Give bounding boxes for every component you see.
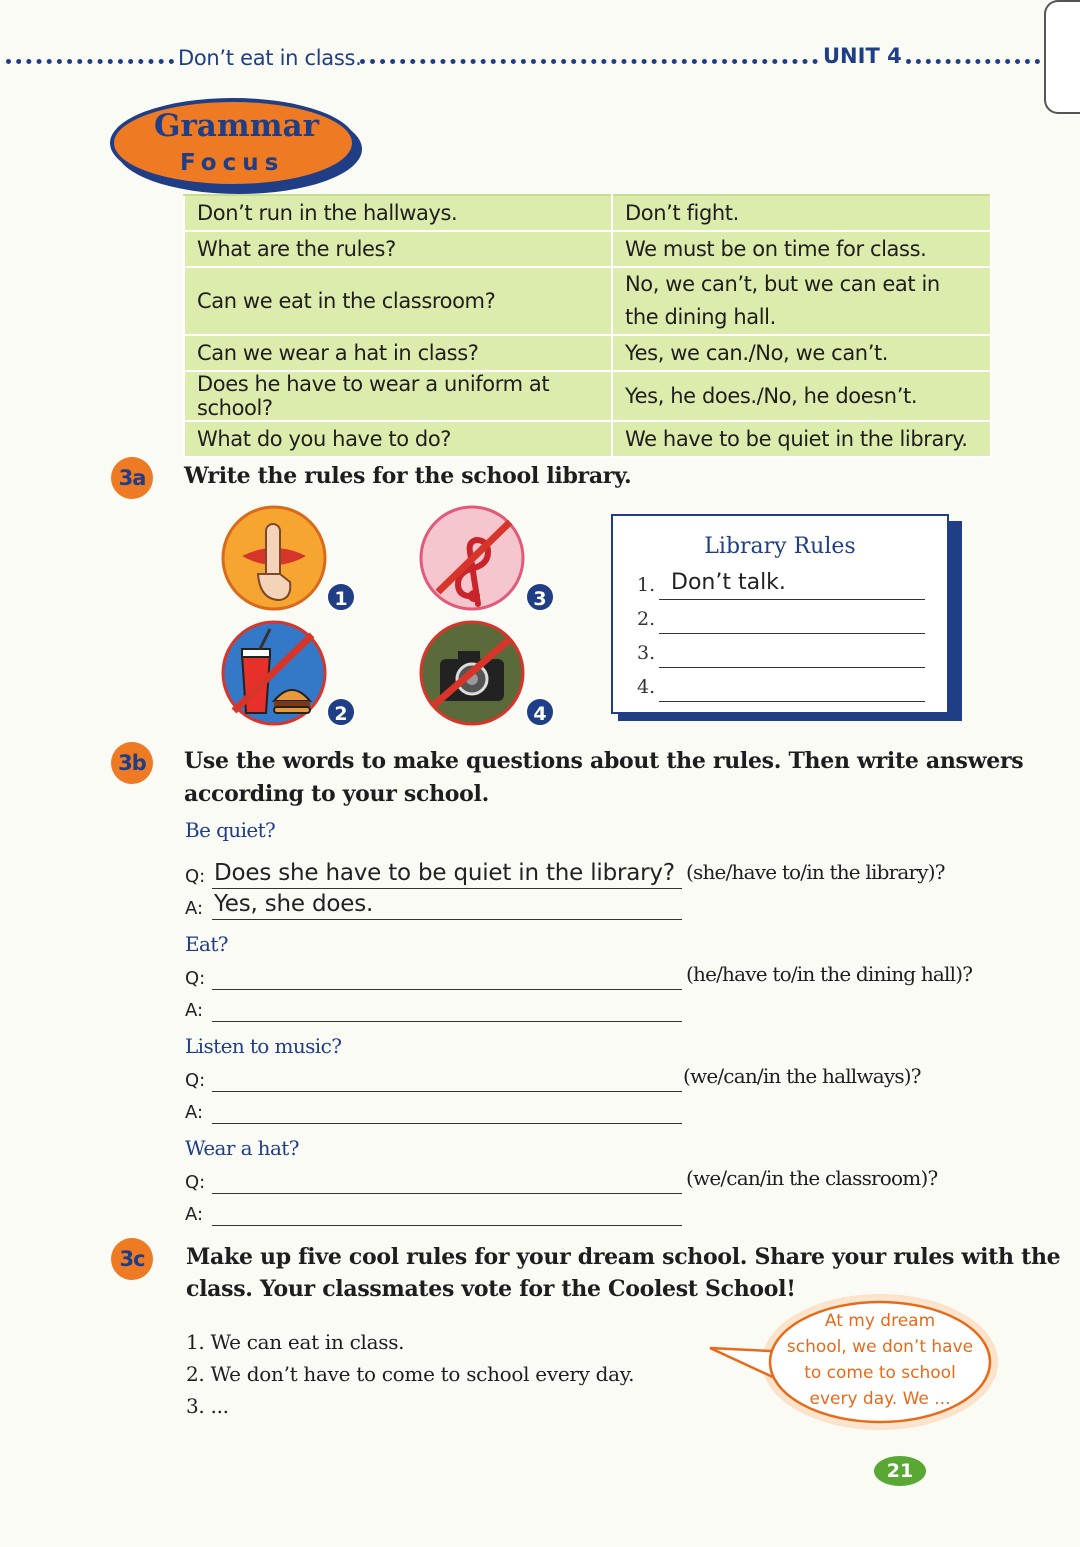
grammar-row (184, 371, 991, 421)
grammar-cell-left: What do you have to do? (184, 421, 612, 457)
picture-number: 1 (326, 582, 356, 612)
bubble-line: school, we don’t have (786, 1337, 974, 1357)
page-edge-tab (1044, 0, 1080, 114)
item-prompt: Eat? (185, 932, 228, 956)
library-rules-title: Library Rules (704, 534, 856, 559)
dream-rule-item: 2. We don’t have to come to school every day. (186, 1362, 635, 1386)
grammar-cell-left: What are the rules? (184, 231, 612, 267)
unit-label: UNIT 4 (823, 44, 902, 68)
library-rules-box (611, 514, 949, 714)
answer-field[interactable] (212, 990, 682, 1022)
rule-answer-field[interactable]: Don’t talk. (659, 568, 925, 600)
picture-number: 4 (525, 697, 555, 727)
section-3b-instruction-line1: Use the words to make questions about the rules. Then write answers (184, 748, 1024, 774)
section-3c-instruction-line2: class. Your classmates vote for the Coolest School! (186, 1276, 796, 1302)
picture-number: 2 (326, 697, 356, 727)
question-field[interactable] (212, 1060, 682, 1092)
bubble-line: every day. We ... (809, 1389, 951, 1409)
a-label: A: (185, 1102, 204, 1123)
grammar-cell-right: No, we can’t, but we can eat in the dining hall. (612, 267, 991, 335)
bubble-line: to come to school (804, 1363, 956, 1383)
grammar-cell-left: Don’t run in the hallways. (184, 195, 612, 231)
section-3a-badge: 3a (111, 457, 153, 499)
picture-number: 3 (525, 582, 555, 612)
quiet-finger-icon (220, 504, 328, 612)
section-3c-instruction-line1: Make up five cool rules for your dream school. Share your rules with the (186, 1244, 1061, 1270)
rule-answer-field[interactable] (659, 602, 925, 634)
library-rule-line (637, 634, 925, 668)
q-label: Q: (185, 866, 206, 887)
answer-field[interactable] (212, 1092, 682, 1124)
grammar-table (183, 194, 992, 458)
grammar-row (184, 195, 991, 231)
rule-number: 2. (637, 608, 656, 630)
a-label: A: (185, 1204, 204, 1225)
question-field[interactable]: Does she have to be quiet in the library? (212, 857, 682, 889)
grammar-cell-right: We have to be quiet in the library. (612, 421, 991, 457)
answer-field[interactable] (212, 1194, 682, 1226)
no-music-icon (418, 504, 526, 612)
item-hint: (we/can/in the hallways)? (683, 1064, 921, 1088)
rule-number: 4. (637, 676, 656, 698)
section-3a-instruction: Write the rules for the school library. (184, 463, 632, 489)
answer-field[interactable]: Yes, she does. (212, 888, 682, 920)
rule-number: 1. (637, 574, 656, 596)
library-rule-line (637, 668, 925, 702)
item-hint: (we/can/in the classroom)? (686, 1166, 938, 1190)
grammar-row (184, 421, 991, 457)
grammar-title: Grammar (154, 108, 319, 144)
grammar-cell-right: Yes, we can./No, we can’t. (612, 335, 991, 371)
grammar-cell-left: Can we wear a hat in class? (184, 335, 612, 371)
question-field[interactable] (212, 958, 682, 990)
header-dots-left (6, 59, 174, 64)
grammar-row (184, 335, 991, 371)
q-label: Q: (185, 968, 206, 989)
dream-rule-item: 3. ... (186, 1394, 229, 1418)
grammar-cell-left: Can we eat in the classroom? (184, 267, 612, 335)
page-number: 21 (874, 1456, 926, 1486)
grammar-cell-right: We must be on time for class. (612, 231, 991, 267)
grammar-cell-right: Don’t fight. (612, 195, 991, 231)
item-prompt: Listen to music? (185, 1034, 342, 1058)
grammar-row (184, 231, 991, 267)
dream-rule-item: 1. We can eat in class. (186, 1330, 405, 1354)
q-label: Q: (185, 1070, 206, 1091)
rule-answer-field[interactable] (659, 670, 925, 702)
lesson-title: Don’t eat in class. (178, 46, 362, 70)
q-label: Q: (185, 1172, 206, 1193)
grammar-cell-right: Yes, he does./No, he doesn’t. (612, 371, 991, 421)
focus-title: Focus (180, 150, 285, 176)
item-hint: (he/have to/in the dining hall)? (686, 962, 973, 986)
rule-answer-field[interactable] (659, 636, 925, 668)
page-header (0, 42, 1080, 78)
rule-number: 3. (637, 642, 656, 664)
section-3b-badge: 3b (111, 742, 153, 784)
no-food-drink-icon (220, 619, 328, 727)
section-3b-instruction-line2: according to your school. (184, 781, 489, 807)
item-hint: (she/have to/in the library)? (686, 860, 945, 884)
no-camera-icon (418, 619, 526, 727)
item-prompt: Wear a hat? (185, 1136, 299, 1160)
question-field[interactable] (212, 1162, 682, 1194)
item-prompt: Be quiet? (185, 818, 276, 842)
header-dots-middle (360, 59, 818, 64)
section-3c-badge: 3c (111, 1238, 153, 1280)
header-dots-right (906, 59, 1040, 64)
grammar-row (184, 267, 991, 335)
speech-bubble-text (770, 1308, 990, 1412)
grammar-cell-left: Does he have to wear a uniform at school? (184, 371, 612, 421)
a-label: A: (185, 898, 204, 919)
a-label: A: (185, 1000, 204, 1021)
library-rule-line (637, 566, 925, 600)
library-rule-line (637, 600, 925, 634)
bubble-line: At my dream (824, 1311, 936, 1331)
